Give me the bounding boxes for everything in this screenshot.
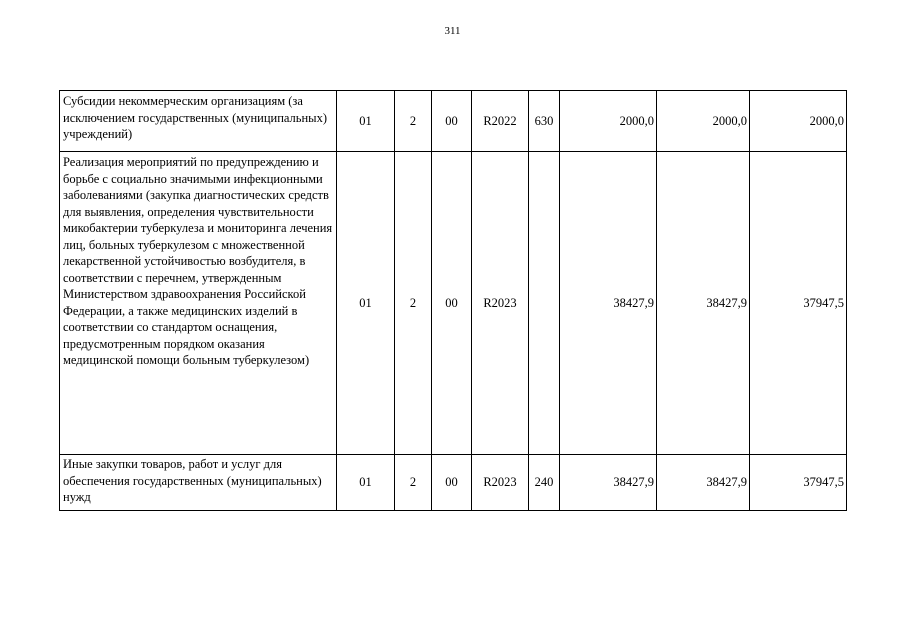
- event-code: 00: [432, 152, 472, 455]
- table-row: [60, 455, 847, 511]
- direction-code: R2022: [472, 91, 529, 152]
- amount-year-1: 2000,0: [560, 91, 657, 152]
- event-code: 00: [432, 91, 472, 152]
- table-row: [60, 152, 847, 455]
- program-code: 01: [337, 455, 395, 511]
- direction-code: R2023: [472, 152, 529, 455]
- amount-year-2: 38427,9: [657, 152, 750, 455]
- program-code: 01: [337, 152, 395, 455]
- amount-year-2: 2000,0: [657, 91, 750, 152]
- amount-year-3: 37947,5: [750, 152, 847, 455]
- page-number: 311: [444, 25, 461, 37]
- row-name: Реализация мероприятий по предупреждению и борьбе с социально значимыми инфекционными заболеваниями (закупка диагностических средств для выявления, определения чувствительности микобактерии туберкулеза и мониторинга лечения лиц, больных туберкулезом с множественной лекарственной устойчивостью возбудителя, в соответствии с перечнем, утвержденным Министерством здравоохранения Российской Федерации, а также медицинских изделий в соответствии со стандартом оснащения, предусмотренным порядком оказания медицинской помощи больным туберкулезом): [60, 152, 337, 455]
- expense-type: [529, 152, 560, 455]
- subprogram-code: 2: [395, 152, 432, 455]
- event-code: 00: [432, 455, 472, 511]
- row-name: Субсидии некоммерческим организациям (за исключением государственных (муниципальных) учреждений): [60, 91, 337, 152]
- subprogram-code: 2: [395, 91, 432, 152]
- program-code: 01: [337, 91, 395, 152]
- amount-year-1: 38427,9: [560, 455, 657, 511]
- amount-year-3: 2000,0: [750, 91, 847, 152]
- direction-code: R2023: [472, 455, 529, 511]
- expense-type: 240: [529, 455, 560, 511]
- row-name: Иные закупки товаров, работ и услуг для обеспечения государственных (муниципальных) нужд: [60, 455, 337, 511]
- amount-year-1: 38427,9: [560, 152, 657, 455]
- amount-year-2: 38427,9: [657, 455, 750, 511]
- table-row: [60, 91, 847, 152]
- subprogram-code: 2: [395, 455, 432, 511]
- budget-table: [59, 90, 847, 511]
- expense-type: 630: [529, 91, 560, 152]
- amount-year-3: 37947,5: [750, 455, 847, 511]
